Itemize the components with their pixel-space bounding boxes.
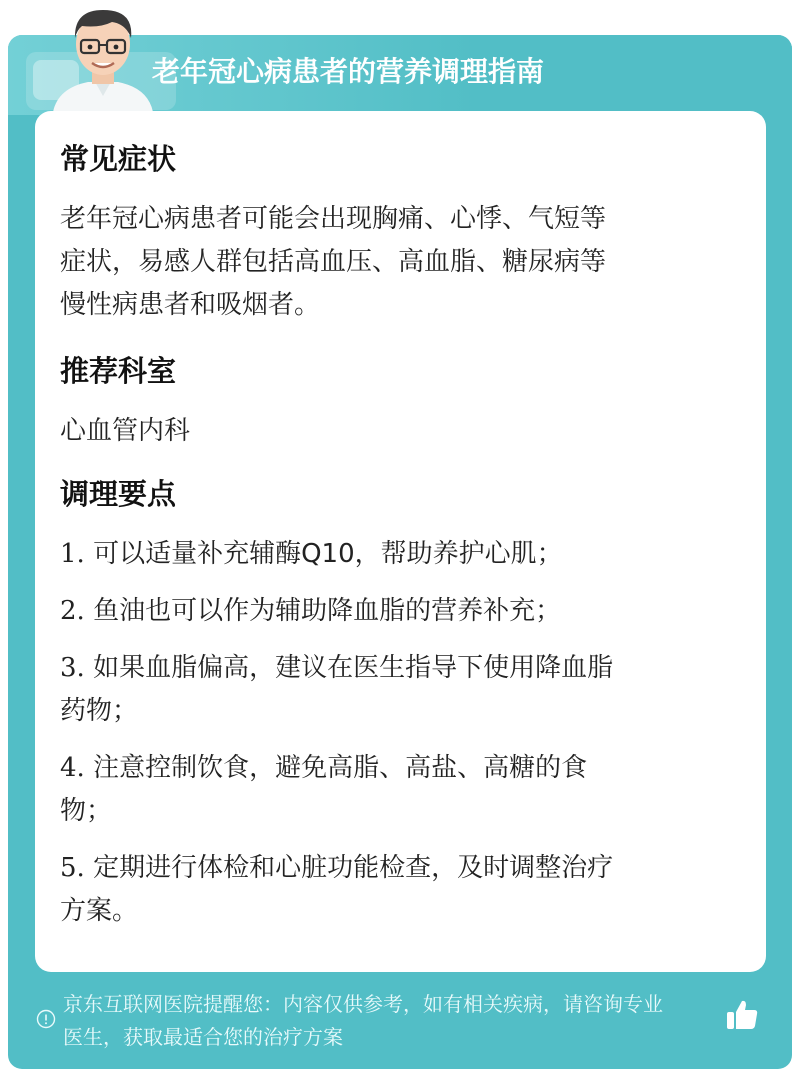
doctor-avatar-icon (48, 0, 158, 112)
page-title: 老年冠心病患者的营养调理指南 (152, 55, 545, 88)
tip-text-continued: 物； (60, 796, 113, 826)
tip-text: 如果血脂偏高，建议在医生指导下使用降血脂 (93, 653, 614, 683)
tip-text: 鱼油也可以作为辅助降血脂的营养补充； (93, 596, 562, 626)
tip-number: 4. (60, 753, 85, 783)
disclaimer-text (63, 988, 731, 1054)
tip-number: 3. (60, 653, 85, 683)
tip-text: 可以适量补充辅酶Q10，帮助养护心肌； (93, 539, 563, 569)
tip-item-5 (60, 847, 730, 933)
symptoms-text (60, 198, 730, 327)
tip-text: 定期进行体检和心脏功能检查，及时调整治疗 (93, 853, 614, 883)
symptoms-line: 慢性病患者和吸烟者。 (60, 290, 321, 320)
department-text (60, 410, 730, 453)
department-heading: 推荐科室 (60, 354, 177, 388)
tips-heading: 调理要点 (60, 477, 177, 511)
tip-text: 注意控制饮食，避免高脂、高盐、高糖的食 (93, 753, 588, 783)
tip-item-2 (60, 590, 730, 633)
tip-number: 2. (60, 596, 85, 626)
tip-text-continued: 药物； (60, 696, 139, 726)
info-icon (36, 1009, 56, 1029)
symptoms-line: 症状，易感人群包括高血压、高血脂、糖尿病等 (60, 247, 607, 277)
disclaimer-line: 医生，获取最适合您的治疗方案 (63, 1025, 343, 1049)
department-name: 心血管内科 (60, 416, 191, 446)
thumbs-up-icon[interactable] (724, 997, 760, 1033)
tip-number: 1. (60, 539, 85, 569)
symptoms-heading: 常见症状 (60, 142, 177, 176)
tip-text-continued: 方案。 (60, 896, 139, 926)
tip-item-4 (60, 747, 730, 833)
tip-item-1 (60, 533, 730, 576)
disclaimer-line: 京东互联网医院提醒您：内容仅供参考，如有相关疾病，请咨询专业 (63, 992, 663, 1016)
symptoms-line: 老年冠心病患者可能会出现胸痛、心悸、气短等 (60, 204, 607, 234)
tip-number: 5. (60, 853, 85, 883)
tip-item-3 (60, 647, 730, 733)
